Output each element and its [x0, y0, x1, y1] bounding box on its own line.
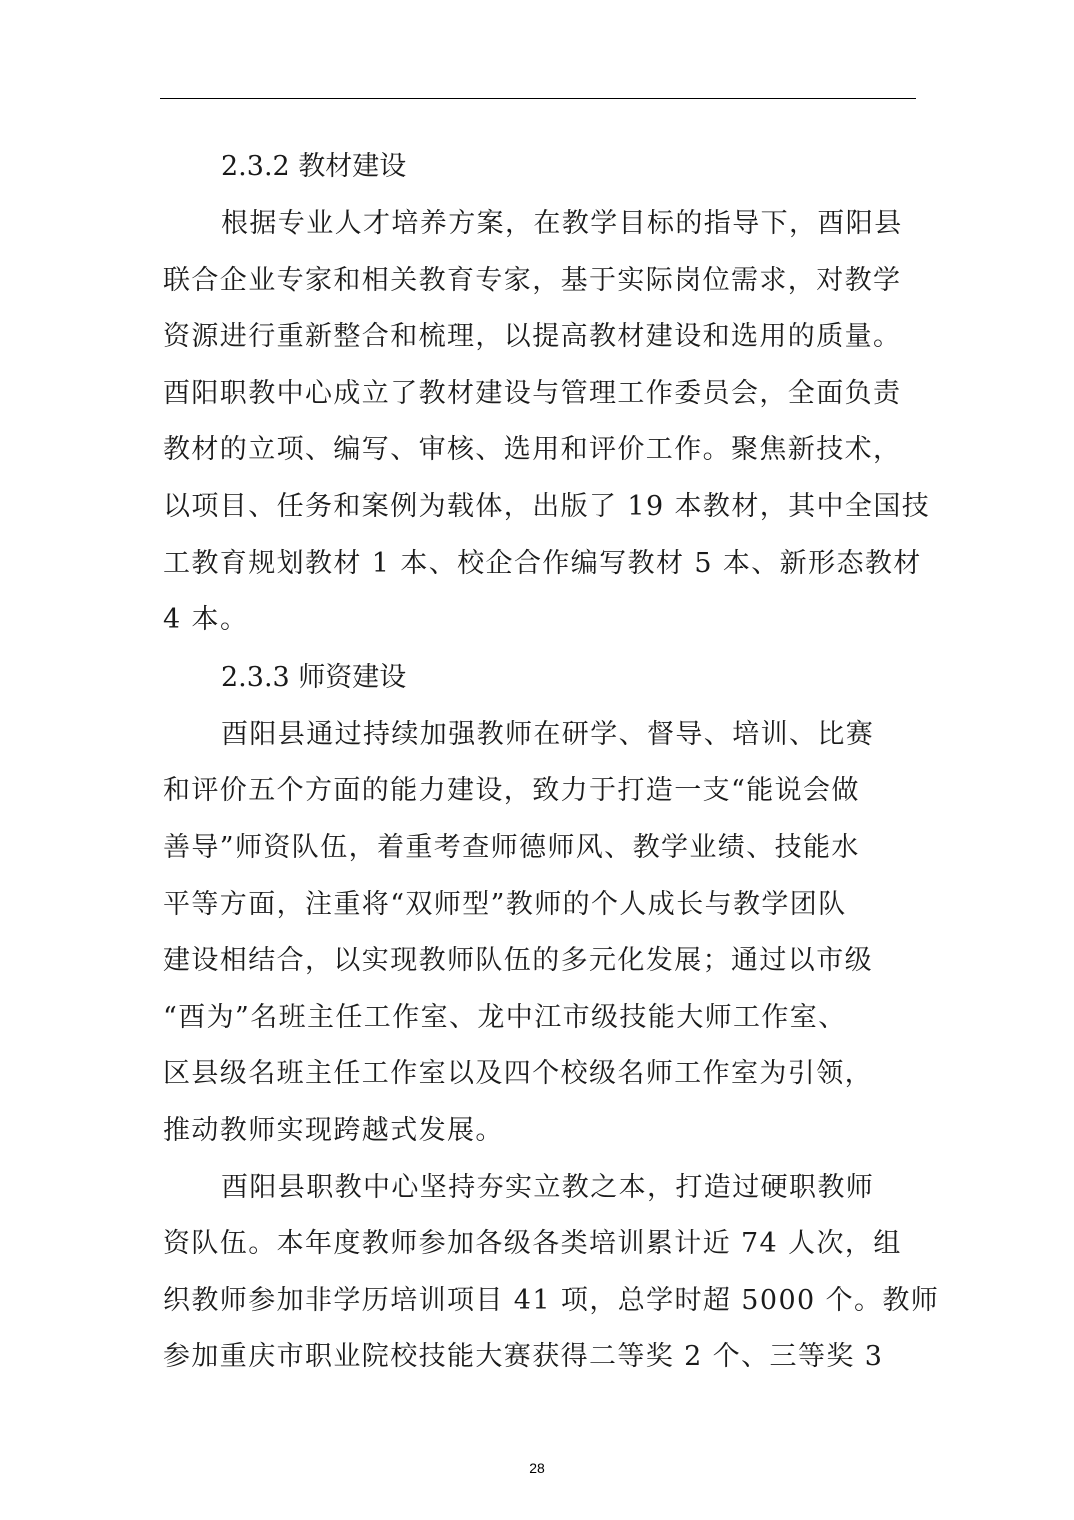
paragraph-line: 织教师参加非学历培训项目 41 项，总学时超 5000 个。教师	[163, 1284, 940, 1316]
paragraph-line: 区县级名班主任工作室以及四个校级名师工作室为引领，	[163, 1058, 873, 1090]
paragraph-line: 资队伍。本年度教师参加各级各类培训累计近 74 人次，组	[163, 1228, 902, 1260]
section-heading: 2.3.2 教材建设	[221, 151, 407, 182]
paragraph-line: 酉阳县职教中心坚持夯实立教之本，打造过硬职教师	[221, 1171, 875, 1203]
section-textbook-construction	[163, 138, 931, 649]
paragraph-line: 善导”师资队伍，着重考查师德师风、教学业绩、技能水	[163, 831, 860, 863]
paragraph-line: 和评价五个方面的能力建设，致力于打造一支“能说会做	[163, 775, 860, 807]
paragraph-line: “酉为”名班主任工作室、龙中江市级技能大师工作室、	[163, 1001, 847, 1033]
paragraph	[163, 1160, 940, 1386]
section-heading: 2.3.3 师资建设	[221, 661, 407, 693]
paragraph-line: 工教育规划教材 1 本、校企合作编写教材 5 本、新形态教材	[163, 547, 922, 579]
paragraph-line: 酉阳县通过持续加强教师在研学、督导、培训、比赛	[221, 718, 875, 750]
paragraph	[163, 196, 931, 649]
paragraph-line: 联合企业专家和相关教育专家，基于实际岗位需求，对教学	[163, 264, 902, 296]
paragraph-line: 推动教师实现跨越式发展。	[163, 1114, 504, 1146]
header-rule	[160, 98, 916, 99]
paragraph	[163, 707, 913, 1160]
paragraph-line: 根据专业人才培养方案，在教学目标的指导下，酉阳县	[221, 208, 903, 239]
section-teacher-construction	[163, 649, 940, 1386]
paragraph-line: 4 本。	[163, 604, 249, 636]
paragraph-line: 资源进行重新整合和梳理，以提高教材建设和选用的质量。	[163, 321, 902, 353]
paragraph-line: 酉阳职教中心成立了教材建设与管理工作委员会，全面负责	[163, 377, 902, 409]
document-body	[163, 138, 940, 1386]
paragraph-line: 教材的立项、编写、审核、选用和评价工作。聚焦新技术，	[163, 434, 902, 466]
paragraph-line: 以项目、任务和案例为载体，出版了 19 本教材，其中全国技	[163, 490, 931, 522]
paragraph-line: 建设相结合，以实现教师队伍的多元化发展；通过以市级	[163, 945, 873, 977]
page-number: 28	[529, 1460, 545, 1476]
paragraph-line: 平等方面，注重将“双师型”教师的个人成长与教学团队	[163, 888, 847, 920]
paragraph-line: 参加重庆市职业院校技能大赛获得二等奖 2 个、三等奖 3	[163, 1341, 884, 1373]
